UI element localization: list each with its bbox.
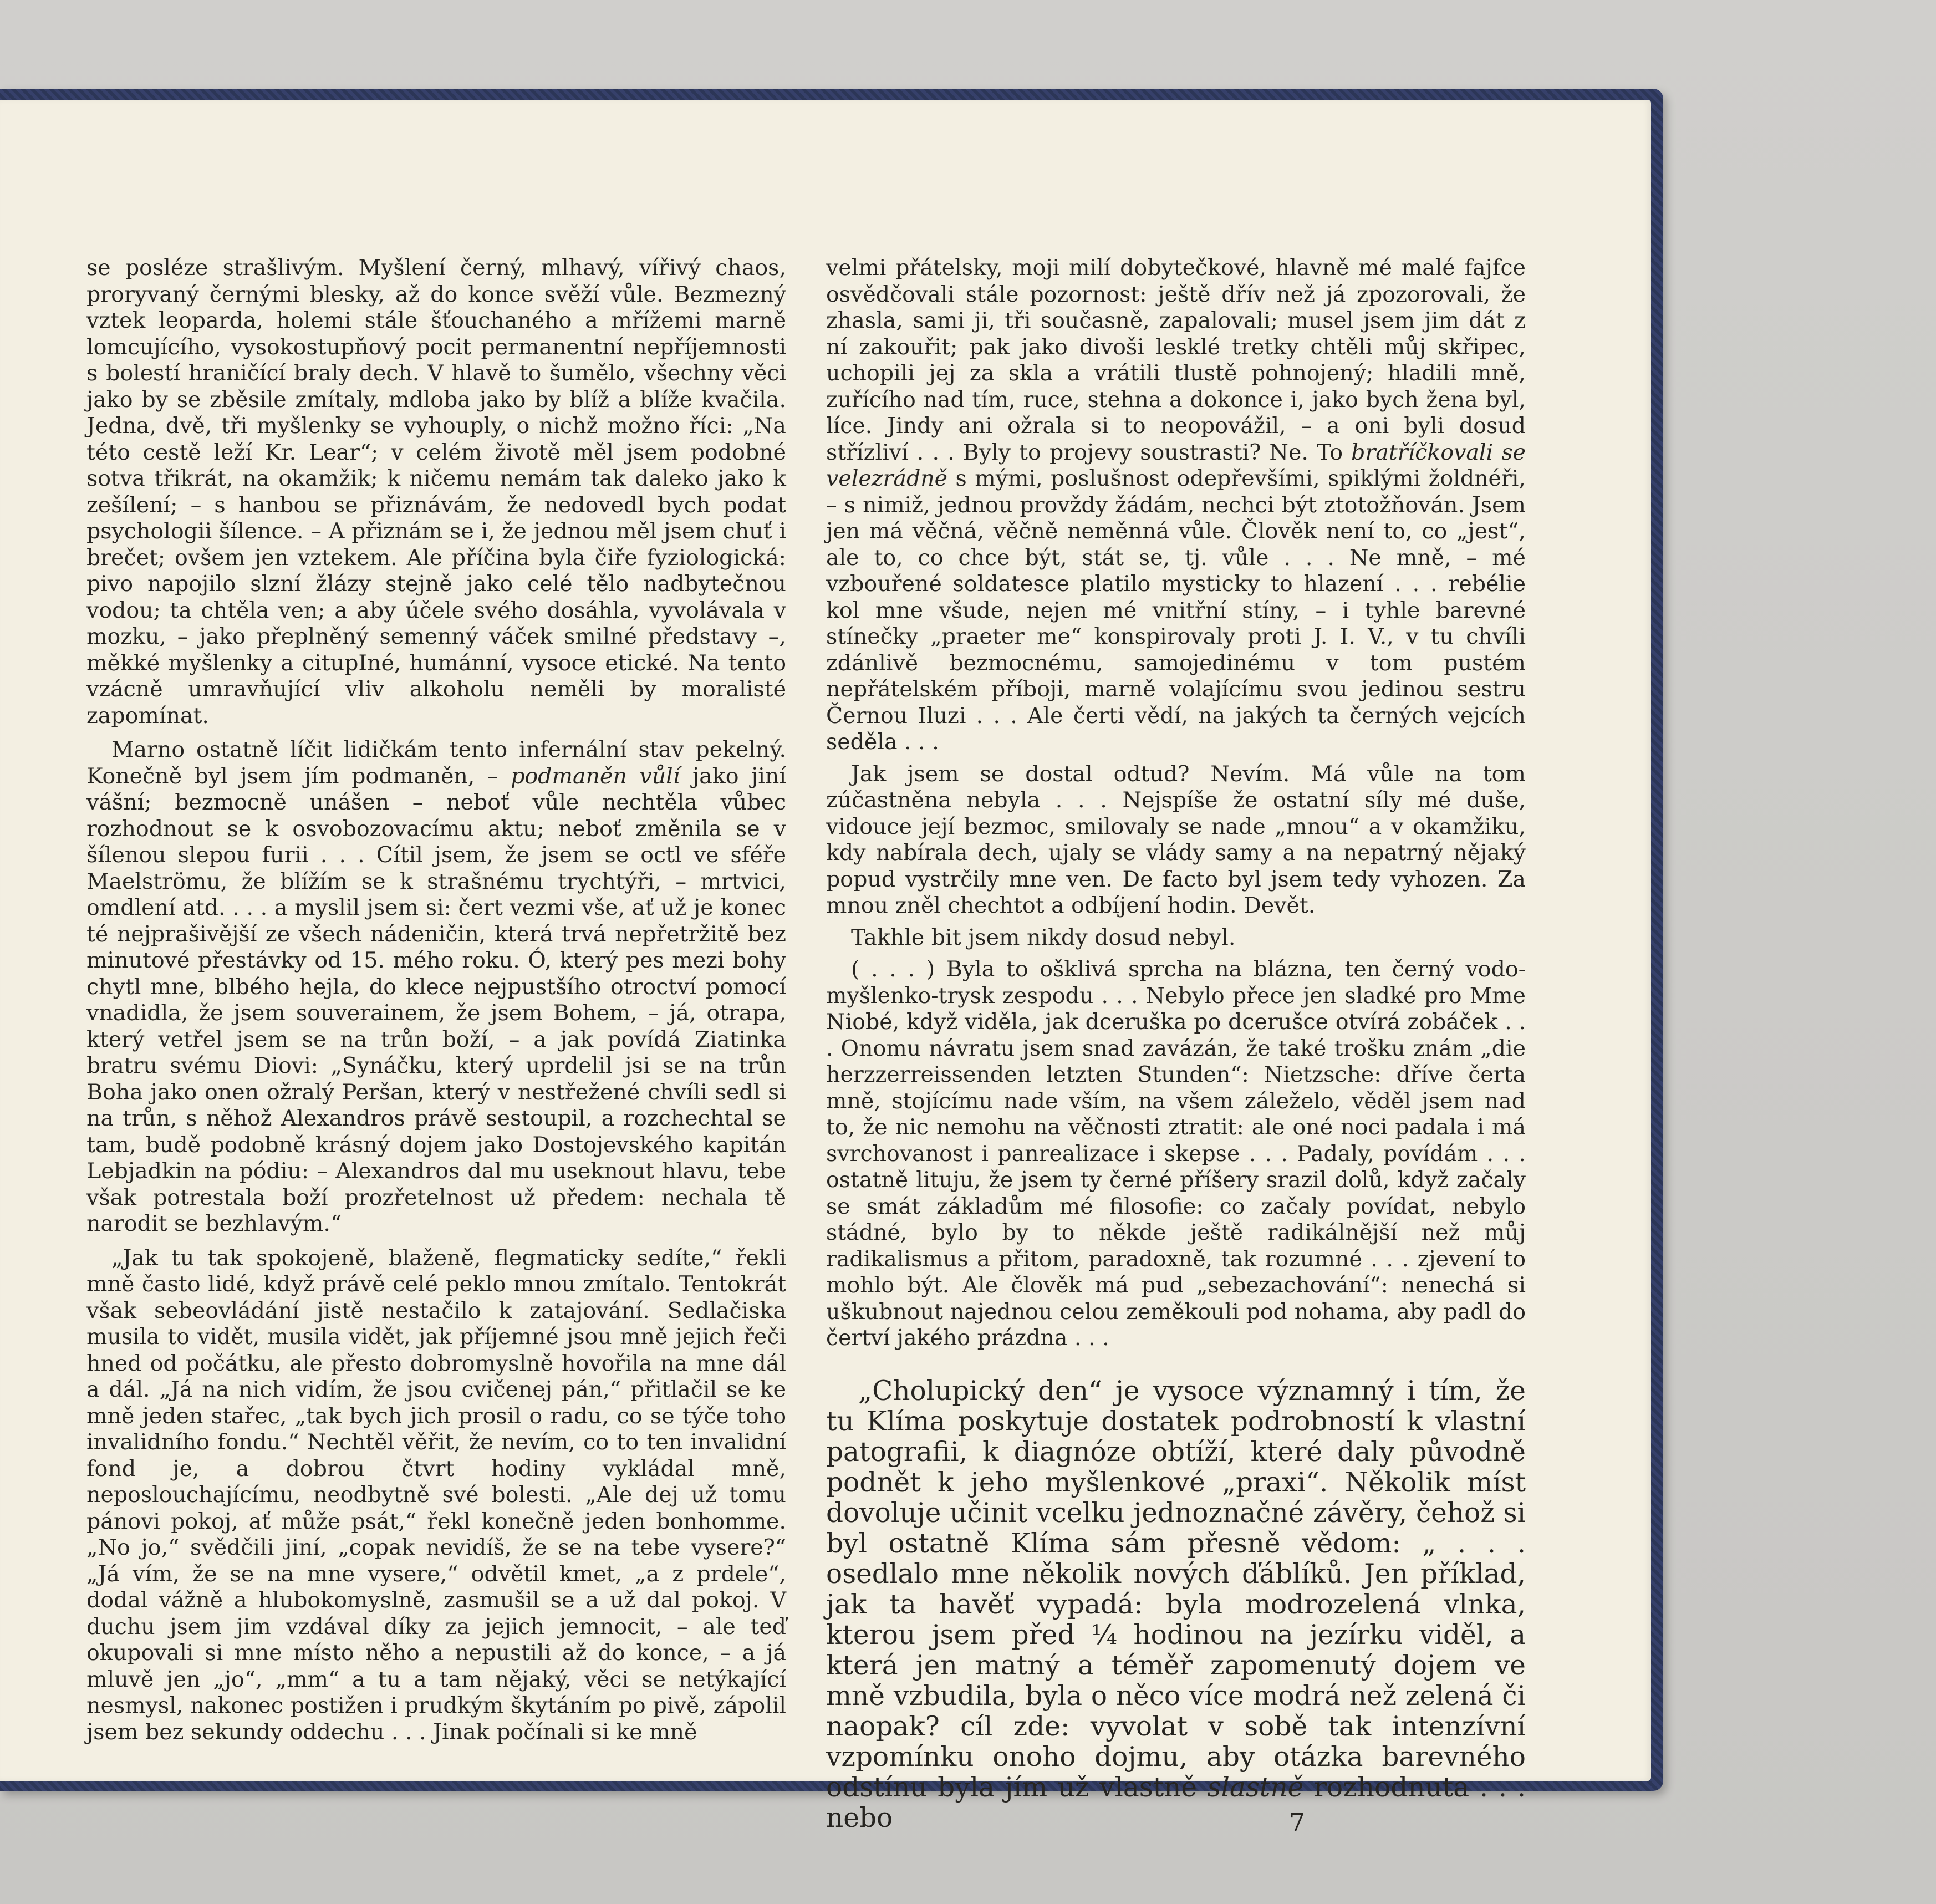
essay-text-b: rozhodnuta . . . nebo <box>826 1771 1526 1834</box>
left-paragraph-2 <box>86 737 786 1238</box>
left-paragraph-2-text-a: Marno ostatně líčit lidičkám tento infernální stav pekelný. Konečně byl jsem jím podmaněn, – <box>86 737 786 789</box>
right-column <box>826 255 1526 1834</box>
right-paragraph-1-text-b: s mými, poslušnost odepřevšími, spiklými žoldnéři, – s nimiž, jednou provždy žádám, nechci být ztotožňován. Jsem jen má věčná, věčně neměnná vůle. Člověk není to, co „jest“, ale to, co chce být, stát se, tj. vůle . . . Ne mně, – mé vzbouřené soldatesce platilo mysticky to hlazení . . . rebélie kol mne všude, nejen mé vnitřní stíny, – i tyhle barevné stínečky „praeter me“ konspirovaly proti J. I. V., v tu chvíli zdánlivě bezmocnému, samojedinému v tom pustém nepřátelském příboji, marně volajícímu svou jedinou sestru Černou Iluzi . . . Ale čerti vědí, na jakých ta černých vejcích seděla . . . <box>826 466 1526 755</box>
book-page <box>0 100 1651 1837</box>
right-paragraph-1 <box>826 255 1526 756</box>
right-paragraph-1-text-a: velmi přátelsky, moji milí dobytečkové, hlavně mé malé fajfce osvědčovali stále pozornost: ještě dřív než já zpozorovali, že zhasla, sami ji, tři současně, zapalovali; musel jsem jim dát z ní zakouřit; pak jako divoši lesklé tretky chtěli můj skřipec, uchopili jej za skla a vrátili tlustě pohnojený; hladili mně, zuřícího nad tím, ruce, stehna a dokonce i, jako bych žena byl, líce. Jindy ani ožrala si to neopovážil, – a oni byli dosud střízliví . . . Byly to projevy soustrasti? Ne. To <box>826 255 1526 465</box>
left-column <box>86 255 786 1745</box>
essay-paragraph <box>826 1376 1526 1834</box>
left-paragraph-3: „Jak tu tak spokojeně, blaženě, flegmaticky sedíte,“ řekli mně často lidé, když právě celé peklo mnou zmítalo. Tentokrát však sebeovládání jistě nestačilo k zatajování. Sedlačiska musila to vidět, musila vidět, jak příjemné jsou mně jejich řeči hned od počátku, ale přesto dobromyslně hovořila na mne dál a dál. „Já na nich vidím, že jsou cvičenej pán,“ přitlačil se ke mně jeden stařec, „tak bych jich prosil o radu, co se týče toho invalidního fondu.“ Nechtěl věřit, že nevím, co to ten invalidní fond je, a dobrou čtvrt hodiny vykládal mně, neposlouchajícímu, neodbytně své bolesti. „Ale dej už tomu pánovi pokoj, ať může psát,“ řekl konečně jeden bonhomme. „No jo,“ svědčili jiní, „copak nevidíš, že se na tebe vysere?“ „Já vím, že se na mne vysere,“ odvětil kmet, „a z prdele“, dodal vážně a hlubokomyslně, zasmušil se a už dal pokoj. V duchu jsem jim vzdával díky za jejich jemnocit, – ale teď okupovali si mne místo něho a nepustili až do konce, – a já mluvě jen „jo“, „mm“ a tu a tam nějaký, věci se netýkající nesmysl, nakonec postižen i prudkým škytáním po pivě, zápolil jsem bez sekundy oddechu . . . Jinak počínali si ke mně <box>86 1245 786 1745</box>
right-paragraph-2: Jak jsem se dostal odtud? Nevím. Má vůle na tom zúčastněna nebyla . . . Nejspíše že ostatní síly mé duše, vidouce její bezmoc, smilovaly se nade „mnou“ a v okamžiku, kdy nabírala dech, ujaly se vlády samy a na nepatrný nějaký popud vystrčily mne ven. De facto byl jsem tedy vyhozen. Za mnou zněl chechtot a odbíjení hodin. Devět. <box>826 761 1526 918</box>
right-paragraph-3: Takhle bit jsem nikdy dosud nebyl. <box>851 924 1236 950</box>
left-paragraph-2-text-b: jako jiní vášní; bezmocně unášen – neboť vůle nechtěla vůbec rozhodnout se k osvobozovacímu aktu; neboť změnila se v šílenou slepou furii . . . Cítil jsem, že jsem se octl ve sféře Maelströmu, že blížím se k strašnému trychtýři, – mrtvici, omdlení atd. . . . a myslil jsem si: čert vezmi vše, ať už je konec té nejprašivější ze všech nádeničin, která trvá nepřetržitě bez minutové přestávky od 15. mého roku. Ó, který pes mezi bohy chytl mne, blbého hejla, do klece nejpustšího otroctví pomocí vnadidla, že jsem souverainem, že jsem Bohem, – já, otrapa, který vetřel jsem se na trůn boží, – a jak povídá Ziatinka bratru svému Diovi: „Synáčku, který uprdelil jsi se na trůn Boha jako onen ožralý Peršan, který v nestřežené chvíli sedl si na trůn, s něhož Alexandros právě sestoupil, a rozchechtal se tam, budě podobně krásný dojem jako Dostojevského kapitán Lebjadkin na pódiu: – Alexandros dal mu useknout hlavu, tebe však potrestala boží prozřetelnost už předem: nechala tě narodit se bezhlavým.“ <box>86 763 786 1236</box>
right-paragraph-1-italic: bratříčkovali se velezrádně <box>826 439 1526 491</box>
page-number: 7 <box>1289 1808 1306 1837</box>
essay-text-a: „Cholupický den“ je vysoce významný i tím, že tu Klíma poskytuje dostatek podrobností k vlastní patografii, k diagnóze obtíží, které daly původně podnět k jeho myšlenkové „praxi“. Několik míst dovoluje učinit vcelku jednoznačné závěry, čehož si byl ostatně Klíma sám přesně vědom: „ . . . osedlalo mne několik nových ďáblíků. Jen příklad, jak ta havěť vypadá: byla modrozelená vlnka, kterou jsem před ¼ hodinou na jezírku viděl, a která jen matný a téměř zapomenutý dojem ve mně vzbudila, byla o něco více modrá než zelená či naopak? cíl zde: vyvolat v sobě tak intenzívní vzpomínku onoho dojmu, aby otázka barevného odstínu byla jím už vlastně <box>826 1375 1526 1803</box>
essay-italic: slastně <box>1207 1771 1304 1803</box>
left-paragraph-1: se posléze strašlivým. Myšlení černý, mlhavý, vířivý chaos, proryvaný černými blesky, až do konce svěží vůle. Bezmezný vztek leoparda, holemi stále šťouchaného a mřížemi marně lomcujícího, vysokostupňový pocit permanentní nepříjemnosti s bolestí hraničící braly dech. V hlavě to šumělo, všechny věci jako by se zběsile zmítaly, mdloba jako by blíž a blíže kvačila. Jedna, dvě, tři myšlenky se vyhouply, o nichž možno říci: „Na této cestě leží Kr. Lear“; v celém životě měl jsem podobné sotva třikrát, na okamžik; k ničemu nemám tak daleko jako k zešílení; – s hanbou se přiznávám, že nedovedl bych podat psychologii šílence. – A přiznám se i, že jednou měl jsem chuť i brečet; ovšem jen vztekem. Ale příčina byla čiře fyziologická: pivo napojilo slzní žlázy stejně jako celé tělo nadbytečnou vodou; ta chtěla ven; a aby účele svého dosáhla, vyvolávala v mozku, – jako přeplněný semenný váček smilné představy –, měkké myšlenky a citupIné, humánní, vysoce etické. Na tento vzácně umravňující vliv alkoholu neměli by moralisté zapomínat. <box>86 255 786 729</box>
right-paragraph-4: ( . . . ) Byla to ošklivá sprcha na blázna, ten černý vodo-myšlenko-trysk zespodu . . . Nebylo přece jen sladké pro Mme Niobé, když viděla, jak dceruška po dcerušce otvírá zobáček . . . Onomu návratu jsem snad zavázán, že také trošku znám „die herzzerreissenden letzten Stunden“: Nietzsche: dříve čerta mně, stojícímu nade vším, na všem záleželo, věděl jsem nad to, že nic nemohu na věčnosti ztratit: ale oné noci padala i má svrchovanost i panrealizace i skepse . . . Padaly, povídám . . . ostatně lituju, že jsem ty černé příšery srazil dolů, když začaly se smát základům mé filosofie: co začaly povídat, nebylo stádné, bylo by to někde ještě radikálnější než můj radikalismus a přitom, paradoxně, tak rozumné . . . zjevení to mohlo být. Ale člověk má pud „sebezachování“: nenechá si uškubnout najednou celou zeměkouli pod nohama, aby padl do čertví jakého prázdna . . . <box>826 956 1526 1351</box>
left-paragraph-2-italic: podmaněn vůlí <box>511 763 680 789</box>
